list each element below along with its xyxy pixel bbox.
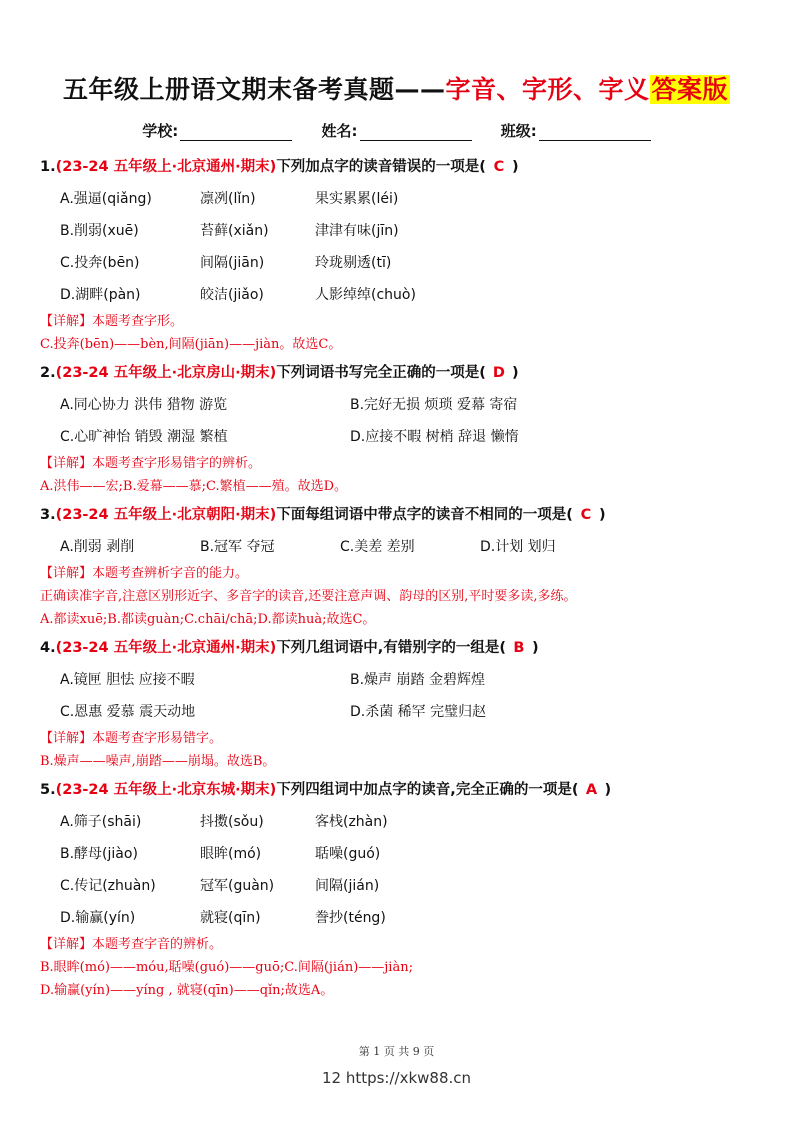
question-source: (23-24 五年级上·北京房山·期末) — [55, 365, 277, 381]
question-answer: D — [492, 365, 505, 381]
option-item: 就寝(qīn) — [200, 910, 261, 926]
option-item: D.应接不暇 树梢 辞退 懒惰 — [350, 429, 519, 445]
question-text: 下面每组词语中带点字的读音不相同的一项是( — [276, 507, 573, 523]
answer-explanation-heading: 【详解】本题考查字音的辨析。 — [40, 937, 223, 952]
option-item: 眼眸(mó) — [200, 846, 262, 862]
option-list — [40, 530, 760, 562]
answer-explanation-heading: 【详解】本题考查字形易错字。 — [40, 731, 223, 746]
option-item: 冠军(guàn) — [200, 878, 275, 894]
option-item: B.燥声 崩踏 金碧辉煌 — [350, 672, 485, 688]
option-item: 间隔(jián) — [315, 878, 380, 894]
option-row — [60, 278, 760, 310]
option-item: B.冠军 夺冠 — [200, 539, 275, 555]
question-4 — [40, 637, 760, 773]
option-item: C.美差 差别 — [340, 539, 415, 555]
question-stem — [40, 504, 760, 526]
option-row — [60, 869, 760, 901]
option-item: 客栈(zhàn) — [315, 814, 388, 830]
option-item: A.筛子(shāi) — [60, 814, 142, 830]
option-row — [60, 246, 760, 278]
question-source: (23-24 五年级上·北京朝阳·期末) — [55, 507, 277, 523]
option-item: D.计划 划归 — [480, 539, 556, 555]
question-text: 下列几组词语中,有错别字的一组是( — [276, 640, 506, 656]
question-text: 下列词语书写完全正确的一项是( — [276, 365, 486, 381]
answer-explanation-line: B.眼眸(mó)——móu,聒噪(guó)——guō;C.间隔(jián)——jiàn; — [40, 960, 413, 975]
option-item: B.酵母(jiào) — [60, 846, 138, 862]
option-item: A.同心协力 洪伟 猎物 游览 — [60, 397, 228, 413]
option-row — [60, 695, 760, 727]
answer-explanation-heading: 【详解】本题考查字形易错字的辨析。 — [40, 456, 262, 471]
class-blank — [539, 126, 651, 141]
option-item: 聒噪(guó) — [315, 846, 381, 862]
option-item: 皎洁(jiǎo) — [200, 287, 264, 303]
option-item: D.湖畔(pàn) — [60, 287, 141, 303]
question-source: (23-24 五年级上·北京通州·期末) — [55, 159, 277, 175]
question-paren-close: ) — [511, 159, 519, 175]
question-list — [40, 156, 760, 1008]
question-stem — [40, 637, 760, 659]
option-row — [60, 388, 760, 420]
answer-explanation-line: B.燥声——噪声,崩踏——崩塌。故选B。 — [40, 754, 276, 769]
option-row — [60, 663, 760, 695]
option-item: C.恩惠 爱慕 震天动地 — [60, 704, 196, 720]
option-row — [60, 901, 760, 933]
option-row — [60, 805, 760, 837]
question-number: 2. — [40, 365, 56, 381]
answer-explanation-line: C.投奔(bēn)——bèn,间隔(jiān)——jiàn。故选C。 — [40, 337, 342, 352]
option-row — [60, 530, 760, 562]
question-stem — [40, 156, 760, 178]
option-item: C.心旷神怡 销毁 潮湿 繁植 — [60, 429, 228, 445]
question-source: (23-24 五年级上·北京通州·期末) — [55, 640, 277, 656]
question-answer: B — [513, 640, 525, 656]
answer-explanation-line: A.都读xuē;B.都读guàn;C.chāi/chā;D.都读huà;故选C。 — [40, 612, 376, 627]
option-list — [40, 388, 760, 452]
question-source: (23-24 五年级上·北京东城·期末) — [55, 782, 277, 798]
option-item: 玲珑剔透(tī) — [315, 255, 392, 271]
option-row — [60, 420, 760, 452]
option-list — [40, 663, 760, 727]
option-row — [60, 182, 760, 214]
option-item: A.镜匣 胆怯 应接不暇 — [60, 672, 195, 688]
question-5 — [40, 779, 760, 1002]
name-field — [322, 120, 472, 141]
option-item: 津津有味(jīn) — [315, 223, 399, 239]
option-item: 誊抄(téng) — [315, 910, 386, 926]
question-paren-close: ) — [511, 365, 519, 381]
question-1 — [40, 156, 760, 356]
name-blank — [360, 126, 472, 141]
student-info-row — [0, 120, 793, 141]
question-stem — [40, 362, 760, 384]
school-label: 学校: — [142, 122, 179, 140]
question-paren-close: ) — [531, 640, 539, 656]
question-answer: A — [585, 782, 598, 798]
option-item: C.传记(zhuàn) — [60, 878, 156, 894]
option-item: 苔藓(xiǎn) — [200, 223, 269, 239]
option-item: 抖擞(sǒu) — [200, 814, 264, 830]
question-number: 5. — [40, 782, 56, 798]
question-answer: C — [580, 507, 592, 523]
option-item: 人影绰绰(chuò) — [315, 287, 416, 303]
question-3 — [40, 504, 760, 631]
option-item: C.投奔(bēn) — [60, 255, 140, 271]
answer-explanation-heading: 【详解】本题考查辨析字音的能力。 — [40, 566, 249, 581]
page-number: 第 1 页 共 9 页 — [358, 1045, 435, 1058]
option-item: 间隔(jiān) — [200, 255, 265, 271]
option-list — [40, 805, 760, 933]
answer-explanation-heading: 【详解】本题考查字形。 — [40, 314, 184, 329]
option-item: D.输赢(yín) — [60, 910, 136, 926]
option-row — [60, 214, 760, 246]
option-item: A.强逼(qiǎng) — [60, 191, 152, 207]
title-topic: 字音、字形、字义 — [445, 75, 650, 104]
question-paren-close: ) — [598, 507, 606, 523]
answer-explanation-line: 正确读准字音,注意区别形近字、多音字的读音,还要注意声调、韵母的区别,平时要多读,多练。 — [40, 589, 577, 604]
question-text: 下列四组词中加点字的读音,完全正确的一项是( — [276, 782, 579, 798]
option-item: B.完好无损 烦琐 爱幕 寄宿 — [350, 397, 518, 413]
question-paren-close: ) — [604, 782, 612, 798]
watermark-url: 12 https://xkw88.cn — [321, 1069, 472, 1087]
class-field — [501, 120, 651, 141]
school-field — [142, 120, 292, 141]
option-item: 果实累累(léi) — [315, 191, 399, 207]
option-list — [40, 182, 760, 310]
option-item: D.杀菌 稀罕 完璧归赵 — [350, 704, 487, 720]
option-row — [60, 837, 760, 869]
option-item: B.削弱(xuē) — [60, 223, 139, 239]
question-number: 4. — [40, 640, 56, 656]
option-item: A.削弱 剥削 — [60, 539, 135, 555]
title-answer-badge: 答案版 — [651, 75, 729, 104]
school-blank — [180, 126, 292, 141]
option-item: 凛冽(lǐn) — [200, 191, 256, 207]
class-label: 班级: — [500, 122, 537, 140]
answer-explanation-line: A.洪伟——宏;B.爱幕——慕;C.繁植——殖。故选D。 — [40, 479, 348, 494]
question-number: 1. — [40, 159, 56, 175]
page-title — [0, 70, 793, 106]
question-number: 3. — [40, 507, 56, 523]
question-answer: C — [493, 159, 505, 175]
question-text: 下列加点字的读音错误的一项是( — [276, 159, 486, 175]
title-main: 五年级上册语文期末备考真题—— — [62, 75, 446, 104]
question-2 — [40, 362, 760, 498]
question-stem — [40, 779, 760, 801]
answer-explanation-line: D.输赢(yín)——yíng , 就寝(qīn)——qǐn;故选A。 — [40, 983, 334, 998]
name-label: 姓名: — [321, 122, 358, 140]
